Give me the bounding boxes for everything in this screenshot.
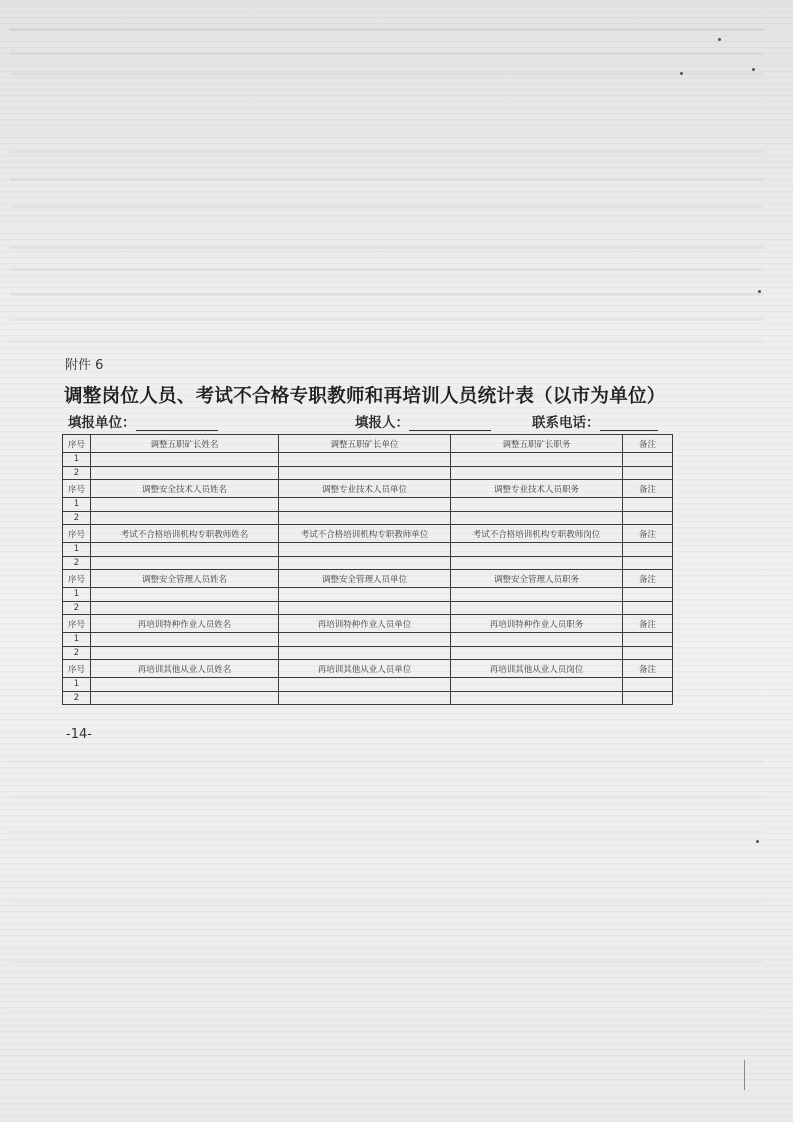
column-header: 备注	[623, 480, 673, 498]
data-cell[interactable]	[91, 466, 279, 480]
data-cell[interactable]	[623, 633, 673, 647]
data-cell[interactable]	[451, 646, 623, 660]
column-header: 调整五职矿长职务	[451, 435, 623, 453]
statistics-table	[62, 434, 673, 705]
table-row	[63, 453, 673, 467]
data-cell[interactable]	[279, 498, 451, 512]
data-cell[interactable]	[451, 601, 623, 615]
table-row	[63, 511, 673, 525]
section-header-row	[63, 660, 673, 678]
data-cell[interactable]	[451, 511, 623, 525]
column-header: 备注	[623, 525, 673, 543]
data-cell[interactable]	[279, 601, 451, 615]
attachment-label: 附件 6	[65, 358, 104, 373]
bleed-through-line	[10, 72, 763, 75]
section-header-row	[63, 615, 673, 633]
data-cell[interactable]	[91, 691, 279, 705]
bleed-through-line	[10, 830, 763, 833]
data-cell[interactable]	[623, 588, 673, 602]
table-row	[63, 556, 673, 570]
data-cell[interactable]	[451, 543, 623, 557]
data-cell[interactable]	[623, 466, 673, 480]
row-number-cell: 2	[63, 556, 91, 570]
column-header: 考试不合格培训机构专职教师姓名	[91, 525, 279, 543]
phone-label: 联系电话：	[532, 415, 600, 431]
data-cell[interactable]	[279, 646, 451, 660]
data-cell[interactable]	[623, 511, 673, 525]
section-header-row	[63, 570, 673, 588]
data-cell[interactable]	[279, 511, 451, 525]
table-row	[63, 691, 673, 705]
bleed-through-line	[10, 28, 763, 31]
table-row	[63, 646, 673, 660]
data-cell[interactable]	[451, 453, 623, 467]
page-edge-mark	[744, 1060, 745, 1090]
bleed-through-line	[10, 960, 763, 963]
table-row	[63, 543, 673, 557]
data-cell[interactable]	[91, 453, 279, 467]
phone-blank[interactable]	[600, 416, 658, 431]
column-header: 备注	[623, 435, 673, 453]
column-header: 备注	[623, 660, 673, 678]
bleed-through-line	[10, 318, 763, 321]
column-header: 序号	[63, 570, 91, 588]
page-number: -14-	[66, 727, 92, 742]
data-cell[interactable]	[91, 556, 279, 570]
data-cell[interactable]	[451, 691, 623, 705]
unit-label: 填报单位：	[68, 415, 136, 431]
data-cell[interactable]	[623, 556, 673, 570]
data-cell[interactable]	[451, 556, 623, 570]
data-cell[interactable]	[91, 678, 279, 692]
row-number-cell: 2	[63, 466, 91, 480]
bleed-through-line	[10, 1010, 763, 1013]
bleed-through-line	[10, 268, 763, 271]
data-cell[interactable]	[279, 691, 451, 705]
bleed-through-line	[10, 795, 763, 798]
table-row	[63, 678, 673, 692]
data-cell[interactable]	[623, 543, 673, 557]
data-cell[interactable]	[623, 601, 673, 615]
column-header: 序号	[63, 660, 91, 678]
phone-field[interactable]	[532, 411, 658, 431]
person-label: 填报人：	[355, 415, 409, 431]
data-cell[interactable]	[451, 678, 623, 692]
scan-speck	[756, 840, 759, 843]
bleed-through-line	[10, 246, 763, 249]
document-title: 调整岗位人员、考试不合格专职教师和再培训人员统计表（以市为单位）	[64, 386, 666, 407]
data-cell[interactable]	[91, 646, 279, 660]
person-blank[interactable]	[409, 416, 491, 431]
data-cell[interactable]	[623, 498, 673, 512]
data-cell[interactable]	[279, 633, 451, 647]
column-header: 再培训其他从业人员单位	[279, 660, 451, 678]
column-header: 序号	[63, 480, 91, 498]
data-cell[interactable]	[451, 633, 623, 647]
data-cell[interactable]	[91, 601, 279, 615]
data-cell[interactable]	[279, 556, 451, 570]
column-header: 序号	[63, 435, 91, 453]
column-header: 备注	[623, 570, 673, 588]
column-header: 考试不合格培训机构专职教师单位	[279, 525, 451, 543]
bleed-through-line	[10, 760, 763, 763]
unit-field[interactable]	[68, 411, 218, 431]
row-number-cell: 1	[63, 453, 91, 467]
data-cell[interactable]	[91, 511, 279, 525]
column-header: 备注	[623, 615, 673, 633]
column-header: 再培训特种作业人员单位	[279, 615, 451, 633]
row-number-cell: 2	[63, 511, 91, 525]
column-header: 再培训特种作业人员姓名	[91, 615, 279, 633]
row-number-cell: 1	[63, 543, 91, 557]
bleed-through-line	[10, 900, 763, 903]
bleed-through-line	[10, 150, 763, 153]
data-cell[interactable]	[279, 453, 451, 467]
person-field[interactable]	[355, 411, 491, 431]
bleed-through-line	[10, 178, 763, 181]
data-cell[interactable]	[279, 466, 451, 480]
scan-speck	[718, 38, 721, 41]
data-cell[interactable]	[91, 543, 279, 557]
row-number-cell: 2	[63, 646, 91, 660]
section-header-row	[63, 435, 673, 453]
column-header: 调整安全管理人员姓名	[91, 570, 279, 588]
table-row	[63, 601, 673, 615]
column-header: 再培训其他从业人员姓名	[91, 660, 279, 678]
table-row	[63, 633, 673, 647]
scan-speck	[752, 68, 755, 71]
data-cell[interactable]	[91, 633, 279, 647]
data-cell[interactable]	[279, 543, 451, 557]
column-header: 调整专业技术人员单位	[279, 480, 451, 498]
column-header: 调整安全技术人员姓名	[91, 480, 279, 498]
scan-speck	[680, 72, 683, 75]
data-cell[interactable]	[623, 691, 673, 705]
data-cell[interactable]	[623, 646, 673, 660]
fill-in-fields	[64, 411, 664, 433]
data-cell[interactable]	[623, 453, 673, 467]
data-cell[interactable]	[279, 588, 451, 602]
column-header: 调整安全管理人员职务	[451, 570, 623, 588]
row-number-cell: 1	[63, 633, 91, 647]
bleed-through-line	[10, 205, 763, 208]
data-cell[interactable]	[91, 498, 279, 512]
column-header: 序号	[63, 525, 91, 543]
data-cell[interactable]	[279, 678, 451, 692]
table-row	[63, 466, 673, 480]
data-cell[interactable]	[451, 498, 623, 512]
row-number-cell: 1	[63, 498, 91, 512]
row-number-cell: 2	[63, 691, 91, 705]
bleed-through-line	[10, 52, 763, 55]
row-number-cell: 2	[63, 601, 91, 615]
bleed-through-line	[10, 340, 763, 343]
section-header-row	[63, 525, 673, 543]
data-cell[interactable]	[451, 466, 623, 480]
column-header: 调整专业技术人员职务	[451, 480, 623, 498]
data-cell[interactable]	[623, 678, 673, 692]
bleed-through-line	[10, 293, 763, 296]
column-header: 序号	[63, 615, 91, 633]
row-number-cell: 1	[63, 588, 91, 602]
column-header: 调整五职矿长姓名	[91, 435, 279, 453]
row-number-cell: 1	[63, 678, 91, 692]
section-header-row	[63, 480, 673, 498]
column-header: 考试不合格培训机构专职教师岗位	[451, 525, 623, 543]
data-cell[interactable]	[91, 588, 279, 602]
scan-speck	[758, 290, 761, 293]
data-cell[interactable]	[451, 588, 623, 602]
column-header: 调整安全管理人员单位	[279, 570, 451, 588]
column-header: 再培训其他从业人员岗位	[451, 660, 623, 678]
column-header: 调整五职矿长单位	[279, 435, 451, 453]
column-header: 再培训特种作业人员职务	[451, 615, 623, 633]
table-row	[63, 498, 673, 512]
unit-blank[interactable]	[136, 416, 218, 431]
table-row	[63, 588, 673, 602]
